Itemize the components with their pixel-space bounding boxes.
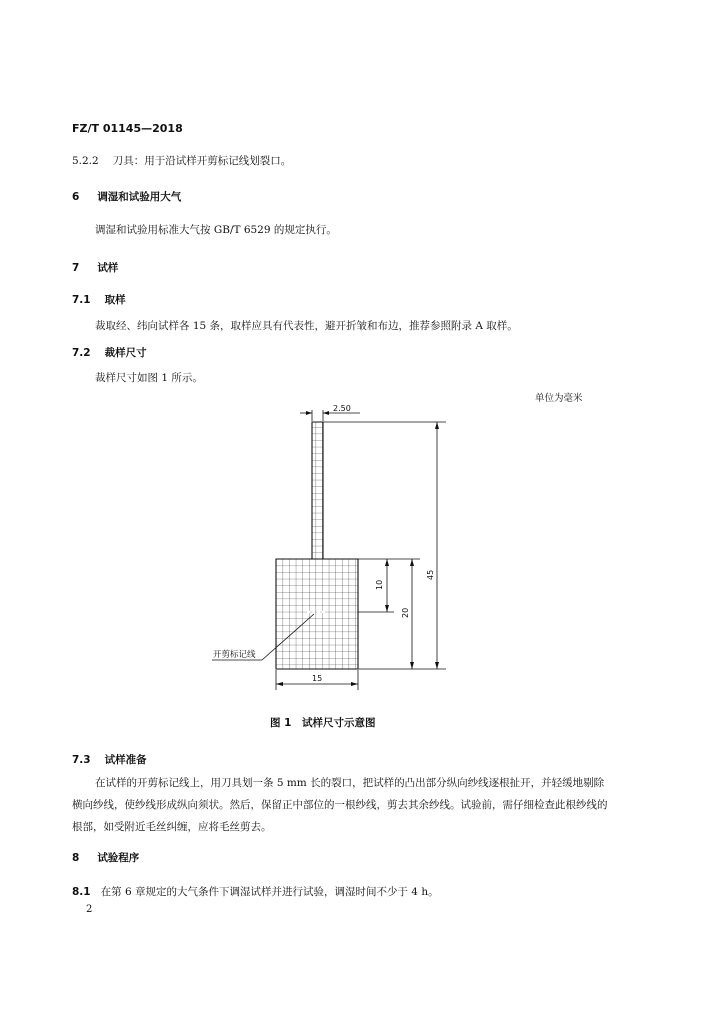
dim-top-width: 2.50 xyxy=(333,404,351,413)
section-6-body: 调湿和试验用标准大气按 GB/T 6529 的规定执行。 xyxy=(95,224,337,236)
section-number: 7.2 xyxy=(72,347,91,359)
clause-number: 5.2.2 xyxy=(72,155,99,167)
clause-text: 在第 6 章规定的大气条件下调湿试样并进行试验，调湿时间不少于 4 h。 xyxy=(100,886,439,898)
section-number: 8 xyxy=(72,852,80,864)
section-7-3-heading xyxy=(72,752,147,767)
section-8-1 xyxy=(72,884,439,899)
dim-slit: 10 xyxy=(375,579,384,590)
clause-number: 8.1 xyxy=(72,886,91,898)
section-number: 6 xyxy=(72,191,80,203)
section-title: 取样 xyxy=(104,294,126,306)
standard-code: FZ/T 01145—2018 xyxy=(72,122,183,135)
callout-label: 开剪标记线 xyxy=(213,650,256,660)
section-7-1-body: 裁取经、纬向试样各 15 条，取样应具有代表性，避开折皱和布边，推荐参照附录 A 取样。 xyxy=(95,320,518,332)
specimen-base xyxy=(276,559,358,669)
figure-caption: 图 1 试样尺寸示意图 xyxy=(270,717,376,729)
section-7-3-body: 在试样的开剪标记线上，用刀具划一条 5 mm 长的裂口，把试样的凸出部分纵向纱线逐根扯开，并轻缓地剔除横向纱线，使纱线形成纵向须状。然后，保留正中部位的一根纱线，剪去其余纱线。试验前，需仔细检查此根纱线的根部，如受附近毛丝纠缠，应将毛丝剪去。 xyxy=(72,777,608,833)
unit-note: 单位为毫米 xyxy=(535,393,583,404)
dim-base-width: 15 xyxy=(312,674,323,683)
page-number: 2 xyxy=(86,904,93,915)
section-title: 裁样尺寸 xyxy=(104,347,147,359)
dim-body-height: 20 xyxy=(401,607,410,618)
section-8-heading xyxy=(72,850,139,865)
dim-total-height: 45 xyxy=(426,569,435,580)
clause-text: 刀具：用于沿试样开剪标记线划裂口。 xyxy=(112,155,292,167)
section-number: 7.1 xyxy=(72,294,91,306)
section-number: 7.3 xyxy=(72,754,91,766)
section-title: 试样准备 xyxy=(104,754,147,766)
section-title: 试样 xyxy=(97,262,119,274)
section-number: 7 xyxy=(72,262,80,274)
section-7-2-body: 裁样尺寸如图 1 所示。 xyxy=(95,372,203,384)
section-title: 试验程序 xyxy=(97,852,140,864)
section-title: 调湿和试验用大气 xyxy=(97,191,182,203)
specimen-neck xyxy=(312,422,323,559)
